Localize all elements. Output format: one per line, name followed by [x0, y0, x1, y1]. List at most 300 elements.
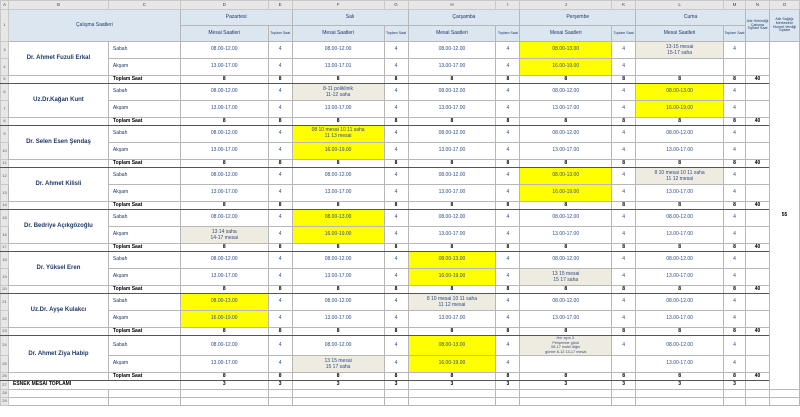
- time-cell[interactable]: [520, 126, 612, 143]
- time-cell[interactable]: [520, 252, 612, 269]
- day-total-hours[interactable]: 8: [612, 76, 636, 84]
- shift-label-aksam[interactable]: Akşam: [108, 311, 180, 328]
- hours-cell[interactable]: 4: [724, 294, 746, 311]
- empty-cell[interactable]: [8, 76, 108, 84]
- day-total-hours[interactable]: 8: [496, 118, 520, 126]
- hours-cell[interactable]: 4: [724, 126, 746, 143]
- empty-cell[interactable]: [745, 59, 769, 76]
- hours-cell[interactable]: 4: [612, 84, 636, 101]
- day-total[interactable]: 8: [636, 202, 724, 210]
- empty-cell[interactable]: [612, 389, 636, 397]
- day-total[interactable]: 8: [408, 286, 496, 294]
- time-cell[interactable]: [292, 210, 384, 227]
- time-cell[interactable]: [520, 294, 612, 311]
- hours-cell[interactable]: 4: [268, 252, 292, 269]
- day-total-hours[interactable]: 8: [724, 372, 746, 380]
- mesai-saatleri-header[interactable]: Mesai Saatleri: [520, 26, 612, 42]
- empty-cell[interactable]: [180, 397, 268, 405]
- toplam-saat-header[interactable]: Toplam Saat: [268, 26, 292, 42]
- time-cell[interactable]: [408, 59, 496, 76]
- empty-cell[interactable]: [745, 355, 769, 372]
- shift-label-aksam[interactable]: Akşam: [108, 185, 180, 202]
- esnek-value[interactable]: 3: [408, 380, 496, 389]
- toplam-saat-header[interactable]: Toplam Saat: [724, 26, 746, 42]
- empty-cell[interactable]: [745, 185, 769, 202]
- time-cell[interactable]: [408, 126, 496, 143]
- empty-cell[interactable]: [745, 389, 769, 397]
- esnek-value[interactable]: 3: [636, 380, 724, 389]
- doctor-name[interactable]: Dr. Ahmet Fuzuli Erkal: [8, 42, 108, 76]
- day-total-hours[interactable]: 8: [496, 76, 520, 84]
- hours-cell[interactable]: 4: [268, 294, 292, 311]
- hours-cell[interactable]: 4: [496, 269, 520, 286]
- hours-cell[interactable]: 4: [724, 143, 746, 160]
- row-number[interactable]: 21: [1, 294, 9, 311]
- total-label[interactable]: Toplam Saat: [108, 202, 180, 210]
- time-cell[interactable]: [636, 84, 724, 101]
- hours-cell[interactable]: 4: [724, 227, 746, 244]
- day-total[interactable]: 8: [408, 372, 496, 380]
- toplam-saat-header[interactable]: Toplam Saat: [496, 26, 520, 42]
- empty-cell[interactable]: [745, 294, 769, 311]
- day-total-hours[interactable]: 8: [496, 328, 520, 336]
- row-number[interactable]: 12: [1, 168, 9, 185]
- hours-cell[interactable]: 4: [496, 336, 520, 356]
- day-total[interactable]: 8: [636, 118, 724, 126]
- day-header-4[interactable]: Cuma: [636, 10, 746, 26]
- row-number[interactable]: 17: [1, 244, 9, 252]
- time-cell[interactable]: [180, 269, 268, 286]
- day-total-hours[interactable]: 8: [724, 118, 746, 126]
- empty-cell[interactable]: [769, 389, 799, 397]
- hours-cell[interactable]: 4: [496, 227, 520, 244]
- esnek-value[interactable]: 3: [520, 380, 612, 389]
- day-total-hours[interactable]: 8: [384, 202, 408, 210]
- hours-cell[interactable]: 4: [268, 227, 292, 244]
- day-total[interactable]: 8: [636, 244, 724, 252]
- day-total[interactable]: 8: [180, 118, 268, 126]
- empty-cell[interactable]: [8, 244, 108, 252]
- doctor-name[interactable]: Dr. Ahmet Ziya Habip: [8, 336, 108, 373]
- mesai-saatleri-header[interactable]: Mesai Saatleri: [408, 26, 496, 42]
- day-total-hours[interactable]: 8: [496, 372, 520, 380]
- day-total-hours[interactable]: 8: [268, 202, 292, 210]
- empty-cell[interactable]: [745, 252, 769, 269]
- hours-cell[interactable]: 4: [724, 336, 746, 356]
- empty-cell[interactable]: [496, 397, 520, 405]
- hours-cell[interactable]: 4: [612, 294, 636, 311]
- column-letter-i[interactable]: I: [496, 1, 520, 10]
- hours-cell[interactable]: 4: [724, 168, 746, 185]
- toplam-saat-header[interactable]: Toplam Saat: [612, 26, 636, 42]
- time-cell[interactable]: [180, 336, 268, 356]
- day-total-hours[interactable]: 8: [612, 118, 636, 126]
- empty-cell[interactable]: [268, 397, 292, 405]
- time-cell[interactable]: [408, 143, 496, 160]
- empty-cell[interactable]: [745, 168, 769, 185]
- hours-cell[interactable]: 4: [612, 269, 636, 286]
- column-letter-l[interactable]: L: [636, 1, 724, 10]
- hours-cell[interactable]: 4: [612, 227, 636, 244]
- time-cell[interactable]: [292, 355, 384, 372]
- empty-cell[interactable]: [520, 397, 612, 405]
- row-number[interactable]: 18: [1, 252, 9, 269]
- hours-cell[interactable]: 4: [724, 84, 746, 101]
- hours-cell[interactable]: 4: [724, 252, 746, 269]
- empty-cell[interactable]: [292, 397, 384, 405]
- column-letter-f[interactable]: F: [292, 1, 384, 10]
- hours-cell[interactable]: 4: [384, 168, 408, 185]
- time-cell[interactable]: [408, 311, 496, 328]
- empty-cell[interactable]: [745, 227, 769, 244]
- day-header-2[interactable]: Çarşamba: [408, 10, 520, 26]
- doctor-name[interactable]: Dr. Bedriye Açıkgözoğlu: [8, 210, 108, 244]
- day-total-hours[interactable]: 8: [268, 118, 292, 126]
- week-total[interactable]: 40: [745, 118, 769, 126]
- empty-cell[interactable]: [180, 389, 268, 397]
- hours-cell[interactable]: 4: [612, 59, 636, 76]
- empty-cell[interactable]: [745, 311, 769, 328]
- empty-cell[interactable]: [292, 389, 384, 397]
- mesai-saatleri-header[interactable]: Mesai Saatleri: [292, 26, 384, 42]
- hours-cell[interactable]: 4: [724, 185, 746, 202]
- empty-cell[interactable]: [8, 389, 108, 397]
- hours-cell[interactable]: 4: [724, 269, 746, 286]
- empty-cell[interactable]: [8, 202, 108, 210]
- hours-cell[interactable]: 4: [724, 210, 746, 227]
- row-number[interactable]: 13: [1, 185, 9, 202]
- empty-cell[interactable]: [724, 389, 746, 397]
- time-cell[interactable]: [180, 252, 268, 269]
- time-cell[interactable]: [520, 227, 612, 244]
- hours-cell[interactable]: 4: [612, 126, 636, 143]
- total-label[interactable]: Toplam Saat: [108, 160, 180, 168]
- shift-label-sabah[interactable]: Sabah: [108, 336, 180, 356]
- hours-cell[interactable]: 4: [612, 101, 636, 118]
- day-total-hours[interactable]: 8: [612, 372, 636, 380]
- empty-cell[interactable]: [745, 210, 769, 227]
- day-total[interactable]: 8: [408, 202, 496, 210]
- day-total[interactable]: 8: [636, 160, 724, 168]
- shift-label-sabah[interactable]: Sabah: [108, 42, 180, 59]
- mesai-saatleri-header[interactable]: Mesai Saatleri: [636, 26, 724, 42]
- day-total[interactable]: 8: [636, 372, 724, 380]
- total-label[interactable]: Toplam Saat: [108, 372, 180, 380]
- time-cell[interactable]: [292, 101, 384, 118]
- total-label[interactable]: Toplam Saat: [108, 244, 180, 252]
- column-letter-h[interactable]: H: [408, 1, 496, 10]
- column-letter-j[interactable]: J: [520, 1, 612, 10]
- column-letter-d[interactable]: D: [180, 1, 268, 10]
- day-total[interactable]: 8: [520, 118, 612, 126]
- empty-cell[interactable]: [8, 160, 108, 168]
- day-total-hours[interactable]: 8: [268, 372, 292, 380]
- day-total[interactable]: 8: [408, 118, 496, 126]
- time-cell[interactable]: [520, 210, 612, 227]
- hours-cell[interactable]: 4: [268, 101, 292, 118]
- esnek-hours[interactable]: 3: [496, 380, 520, 389]
- time-cell[interactable]: [636, 336, 724, 356]
- row-number[interactable]: 22: [1, 311, 9, 328]
- toplam-saat-header[interactable]: Toplam Saat: [384, 26, 408, 42]
- column-letter-m[interactable]: M: [724, 1, 746, 10]
- time-cell[interactable]: [292, 311, 384, 328]
- row-number[interactable]: 23: [1, 328, 9, 336]
- empty-cell[interactable]: [384, 397, 408, 405]
- time-cell[interactable]: [636, 311, 724, 328]
- time-cell[interactable]: [408, 355, 496, 372]
- empty-cell[interactable]: [745, 380, 769, 389]
- day-total-hours[interactable]: 8: [612, 286, 636, 294]
- day-total[interactable]: 8: [180, 244, 268, 252]
- shift-label-sabah[interactable]: Sabah: [108, 294, 180, 311]
- day-total[interactable]: 8: [520, 160, 612, 168]
- day-total[interactable]: 8: [292, 202, 384, 210]
- row-number[interactable]: 25: [1, 355, 9, 372]
- hours-cell[interactable]: 4: [384, 101, 408, 118]
- day-total[interactable]: 8: [292, 286, 384, 294]
- week-total[interactable]: 40: [745, 286, 769, 294]
- column-letter-o[interactable]: O: [769, 1, 799, 10]
- empty-cell[interactable]: [745, 101, 769, 118]
- hours-cell[interactable]: 4: [496, 185, 520, 202]
- empty-cell[interactable]: [612, 397, 636, 405]
- time-cell[interactable]: [636, 294, 724, 311]
- day-total-hours[interactable]: 8: [268, 160, 292, 168]
- time-cell[interactable]: [408, 42, 496, 59]
- time-cell[interactable]: [636, 227, 724, 244]
- doctor-name[interactable]: Uz.Dr. Ayşe Kulakcı: [8, 294, 108, 328]
- day-total-hours[interactable]: 8: [612, 202, 636, 210]
- row-number[interactable]: 1: [1, 10, 9, 42]
- shift-label-aksam[interactable]: Akşam: [108, 269, 180, 286]
- empty-cell[interactable]: [496, 389, 520, 397]
- day-total-hours[interactable]: 8: [496, 202, 520, 210]
- time-cell[interactable]: [520, 269, 612, 286]
- time-cell[interactable]: [180, 143, 268, 160]
- week-total[interactable]: 40: [745, 328, 769, 336]
- hours-cell[interactable]: 4: [612, 210, 636, 227]
- day-total-hours[interactable]: 8: [496, 244, 520, 252]
- column-letter-e[interactable]: E: [268, 1, 292, 10]
- hours-cell[interactable]: 4: [384, 143, 408, 160]
- day-total[interactable]: 8: [408, 328, 496, 336]
- time-cell[interactable]: [636, 42, 724, 59]
- time-cell[interactable]: [292, 336, 384, 356]
- time-cell[interactable]: [636, 168, 724, 185]
- empty-cell[interactable]: [8, 286, 108, 294]
- time-cell[interactable]: [180, 168, 268, 185]
- row-number[interactable]: 29: [1, 397, 9, 405]
- shift-label-sabah[interactable]: Sabah: [108, 126, 180, 143]
- time-cell[interactable]: [408, 101, 496, 118]
- doctor-name[interactable]: Dr. Yüksel Eren: [8, 252, 108, 286]
- empty-cell[interactable]: [108, 389, 180, 397]
- mesai-saatleri-header[interactable]: Mesai Saatleri: [180, 26, 268, 42]
- row-number[interactable]: 28: [1, 389, 9, 397]
- esnek-hours[interactable]: 3: [724, 380, 746, 389]
- hours-cell[interactable]: [724, 59, 746, 76]
- day-total[interactable]: 8: [292, 118, 384, 126]
- day-total-hours[interactable]: 8: [724, 160, 746, 168]
- row-number[interactable]: 11: [1, 160, 9, 168]
- day-total[interactable]: 8: [520, 244, 612, 252]
- work-hours-header[interactable]: Çalışma Saatleri: [8, 10, 180, 42]
- hours-cell[interactable]: 4: [612, 252, 636, 269]
- time-cell[interactable]: [408, 294, 496, 311]
- empty-cell[interactable]: [108, 397, 180, 405]
- time-cell[interactable]: [520, 84, 612, 101]
- empty-cell[interactable]: [745, 397, 769, 405]
- hours-cell[interactable]: 4: [612, 143, 636, 160]
- week-total[interactable]: 40: [745, 202, 769, 210]
- hours-cell[interactable]: 4: [496, 126, 520, 143]
- time-cell[interactable]: [292, 84, 384, 101]
- empty-cell[interactable]: [636, 389, 724, 397]
- row-number[interactable]: 14: [1, 202, 9, 210]
- shift-label-aksam[interactable]: Akşam: [108, 143, 180, 160]
- time-cell[interactable]: [180, 210, 268, 227]
- empty-cell[interactable]: [520, 389, 612, 397]
- row-number[interactable]: 9: [1, 126, 9, 143]
- day-total[interactable]: 8: [292, 372, 384, 380]
- day-total-hours[interactable]: 8: [384, 244, 408, 252]
- empty-cell[interactable]: [636, 397, 724, 405]
- doctor-name[interactable]: Dr. Ahmet Kilisli: [8, 168, 108, 202]
- day-total-hours[interactable]: 8: [724, 328, 746, 336]
- hours-cell[interactable]: 4: [612, 311, 636, 328]
- hours-cell[interactable]: 4: [384, 185, 408, 202]
- total-label[interactable]: Toplam Saat: [108, 286, 180, 294]
- shift-label-aksam[interactable]: Akşam: [108, 101, 180, 118]
- hours-cell[interactable]: 4: [496, 168, 520, 185]
- day-total-hours[interactable]: 8: [268, 286, 292, 294]
- hours-cell[interactable]: 4: [724, 42, 746, 59]
- day-total[interactable]: 8: [292, 160, 384, 168]
- hours-cell[interactable]: 4: [612, 185, 636, 202]
- time-cell[interactable]: [292, 59, 384, 76]
- hours-cell[interactable]: 4: [384, 252, 408, 269]
- empty-cell[interactable]: [8, 397, 108, 405]
- column-letter-a[interactable]: A: [1, 1, 9, 10]
- time-cell[interactable]: [292, 252, 384, 269]
- hours-cell[interactable]: 4: [384, 59, 408, 76]
- shift-label-aksam[interactable]: Akşam: [108, 227, 180, 244]
- day-total-hours[interactable]: 8: [612, 160, 636, 168]
- time-cell[interactable]: [520, 355, 612, 372]
- hours-cell[interactable]: 4: [384, 311, 408, 328]
- time-cell[interactable]: [292, 269, 384, 286]
- day-total-hours[interactable]: 8: [384, 372, 408, 380]
- day-total[interactable]: 8: [636, 286, 724, 294]
- hours-cell[interactable]: 4: [496, 84, 520, 101]
- time-cell[interactable]: [292, 294, 384, 311]
- time-cell[interactable]: [180, 59, 268, 76]
- doctor-name[interactable]: Uz.Dr.Kağan Kunt: [8, 84, 108, 118]
- day-total-hours[interactable]: 8: [268, 244, 292, 252]
- day-total[interactable]: 8: [180, 160, 268, 168]
- hours-cell[interactable]: 4: [612, 168, 636, 185]
- empty-cell[interactable]: [745, 336, 769, 356]
- day-total[interactable]: 8: [180, 76, 268, 84]
- time-cell[interactable]: [636, 126, 724, 143]
- column-letter-k[interactable]: K: [612, 1, 636, 10]
- day-total[interactable]: 8: [636, 328, 724, 336]
- hours-cell[interactable]: 4: [384, 336, 408, 356]
- empty-cell[interactable]: [745, 84, 769, 101]
- hours-cell[interactable]: 4: [496, 101, 520, 118]
- empty-cell[interactable]: [745, 143, 769, 160]
- esnek-hours[interactable]: 3: [268, 380, 292, 389]
- hours-cell[interactable]: 4: [268, 84, 292, 101]
- empty-cell[interactable]: [724, 397, 746, 405]
- day-total-hours[interactable]: 8: [384, 118, 408, 126]
- hours-cell[interactable]: 4: [268, 336, 292, 356]
- time-cell[interactable]: [408, 185, 496, 202]
- hours-cell[interactable]: 4: [268, 185, 292, 202]
- hours-cell[interactable]: 4: [496, 143, 520, 160]
- time-cell[interactable]: [636, 143, 724, 160]
- hours-cell[interactable]: 4: [724, 101, 746, 118]
- time-cell[interactable]: [180, 126, 268, 143]
- hours-cell[interactable]: 4: [268, 126, 292, 143]
- time-cell[interactable]: [636, 210, 724, 227]
- day-total[interactable]: 8: [180, 286, 268, 294]
- hours-cell[interactable]: 4: [268, 59, 292, 76]
- time-cell[interactable]: [520, 143, 612, 160]
- day-total-hours[interactable]: 8: [724, 202, 746, 210]
- hours-cell[interactable]: 4: [268, 168, 292, 185]
- time-cell[interactable]: [520, 185, 612, 202]
- day-total[interactable]: 8: [292, 244, 384, 252]
- time-cell[interactable]: [180, 42, 268, 59]
- time-cell[interactable]: [520, 336, 612, 356]
- empty-cell[interactable]: [268, 389, 292, 397]
- time-cell[interactable]: [408, 84, 496, 101]
- day-total[interactable]: 8: [520, 202, 612, 210]
- day-total[interactable]: 8: [180, 202, 268, 210]
- time-cell[interactable]: [292, 143, 384, 160]
- row-number[interactable]: 10: [1, 143, 9, 160]
- hours-cell[interactable]: 4: [496, 59, 520, 76]
- empty-cell[interactable]: [8, 118, 108, 126]
- shift-label-sabah[interactable]: Sabah: [108, 168, 180, 185]
- time-cell[interactable]: [180, 101, 268, 118]
- time-cell[interactable]: [520, 59, 612, 76]
- time-cell[interactable]: [520, 42, 612, 59]
- day-total[interactable]: 8: [636, 76, 724, 84]
- day-total[interactable]: 8: [520, 328, 612, 336]
- row-number[interactable]: 27: [1, 380, 9, 389]
- day-total-hours[interactable]: 8: [384, 286, 408, 294]
- time-cell[interactable]: [520, 311, 612, 328]
- row-number[interactable]: 24: [1, 336, 9, 356]
- asm-hizmet-header[interactable]: Aile Sağlığı Merkezinin Hizmet Verdiği Toplam: [769, 10, 799, 42]
- esnek-hours[interactable]: 3: [612, 380, 636, 389]
- time-cell[interactable]: [180, 227, 268, 244]
- day-header-1[interactable]: Salı: [292, 10, 408, 26]
- hours-cell[interactable]: 4: [496, 210, 520, 227]
- day-total-hours[interactable]: 8: [268, 76, 292, 84]
- time-cell[interactable]: [180, 84, 268, 101]
- time-cell[interactable]: [292, 42, 384, 59]
- row-number[interactable]: 15: [1, 210, 9, 227]
- empty-cell[interactable]: [745, 269, 769, 286]
- day-total-hours[interactable]: 8: [496, 160, 520, 168]
- empty-cell[interactable]: [8, 328, 108, 336]
- hours-cell[interactable]: 4: [384, 84, 408, 101]
- hours-cell[interactable]: 4: [268, 355, 292, 372]
